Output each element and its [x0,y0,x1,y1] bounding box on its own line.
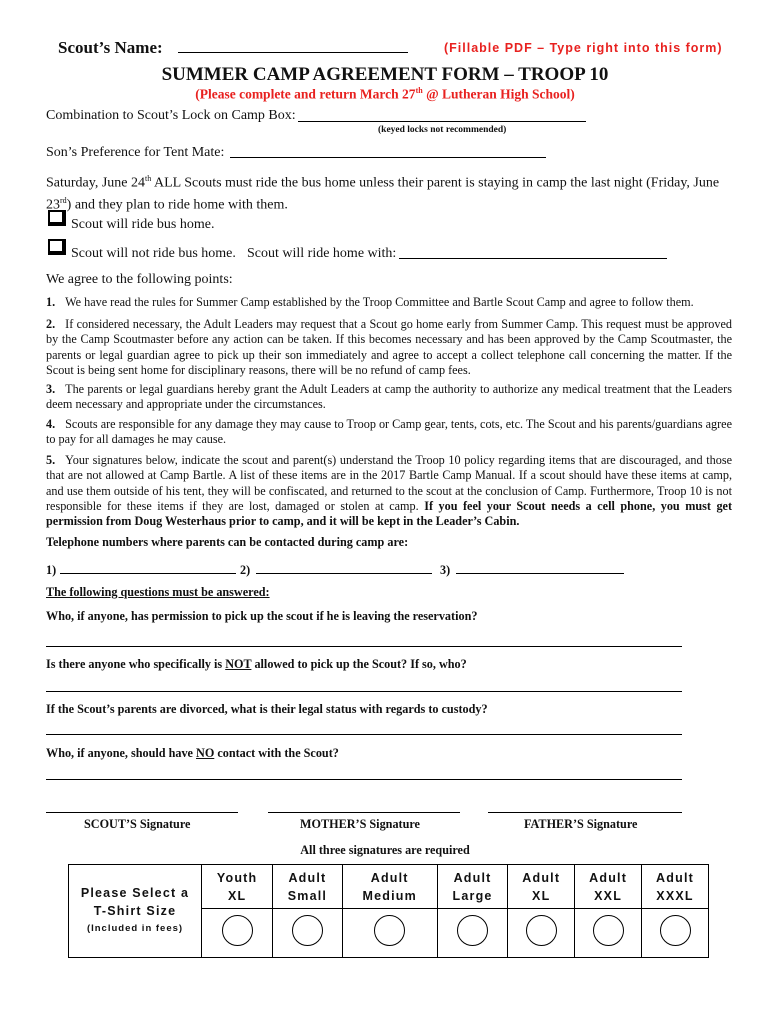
scout-signature-label: SCOUT’S Signature [84,817,191,831]
size-radio-adult-large[interactable] [457,915,488,946]
tent-mate-label: Son’s Preference for Tent Mate: [46,145,225,160]
answer-custody-field[interactable] [46,734,682,735]
tshirt-label-note: (Included in fees) [86,923,184,934]
ride-with-label: Scout will ride home with: [247,246,397,261]
size-cell-adult-xl [508,909,575,958]
ride-bus-label: Scout will ride bus home. [71,217,215,232]
bus-policy-text: Saturday, June 24th ALL Scouts must ride the bus home unless their parent is staying in camp the last night (Friday, June 23rd) and they plan to ride home with them. [46,174,720,213]
question-custody: If the Scout’s parents are divorced, what is their legal status with regards to custody? [46,702,488,716]
scout-name-field[interactable] [178,52,408,53]
tshirt-label-cell [69,865,202,958]
point-2: 2. If considered necessary, the Adult Leaders may request that a Scout go home early from Summer Camp. This request must be approved by the Camp Scoutmaster before any action can be taken. If this becomes necessary and has been approved by the Camp Scoutmaster, the parents or legal guardian agree to pick up their son immediately and agree to accept a collect telephone call concerning the matter. If the Scout is being sent home for disciplinary reasons, there will be no refund of camp fees. [46,317,732,377]
answer-not-allowed-field[interactable] [46,691,682,692]
signatures-note: All three signatures are required [300,843,470,857]
question-no-contact: Who, if anyone, should have NO contact with the Scout? [46,746,339,760]
father-signature-field[interactable] [488,812,682,813]
size-header-adult-small: Adult Small [273,865,342,909]
size-cell-adult-xxxl [642,909,709,958]
point-4: 4. Scouts are responsible for any damage they may cause to Troop or Camp gear, tents, cots, etc. The Scout and his parents/guardians agree to pay for all damages he may cause. [46,417,732,447]
point-5: 5. Your signatures below, indicate the scout and parent(s) understand the Troop 10 policy regarding items that are discouraged, and those that are not allowed at Camp Bartle. A list of these items are in the 2017 Bartle Camp Manual. If a scout should have these items at camp, and use them outside of his tent, they will be confiscated, and returned to the scout at the conclusion of Camp. Furthermore, Troop 10 is not responsible for these items if they are lost, damaged or stolen at camp. If you feel your Scout needs a cell phone, you must get permission from Doug Westerhaus prior to camp, and it will be kept in the Leader’s Cabin. [46,453,733,529]
size-header-adult-large: Adult Large [437,865,508,909]
tent-mate-field[interactable] [230,157,546,158]
agree-intro: We agree to the following points: [46,272,233,287]
phone-1-number: 1) [46,563,57,577]
ride-bus-checkbox[interactable] [48,210,66,226]
phone-2-field[interactable] [256,573,432,574]
combination-label: Combination to Scout’s Lock on Camp Box: [46,108,296,123]
size-radio-adult-medium[interactable] [374,915,405,946]
size-radio-adult-xl[interactable] [526,915,557,946]
size-header-adult-medium: Adult Medium [342,865,437,909]
fillable-note: (Fillable PDF – Type right into this form) [444,41,723,55]
size-cell-youth-xl [202,909,273,958]
tshirt-label-line1: Please Select a [80,886,190,900]
size-cell-adult-small [273,909,342,958]
size-header-adult-xl: Adult XL [508,865,575,909]
size-radio-adult-small[interactable] [292,915,323,946]
size-cell-adult-medium [342,909,437,958]
size-header-adult-xxxl: Adult XXXL [642,865,709,909]
size-cell-adult-xxl [575,909,642,958]
not-ride-bus-label: Scout will not ride bus home. [71,246,236,261]
question-pickup: Who, if anyone, has permission to pick up the scout if he is leaving the reservation? [46,609,478,623]
mother-signature-label: MOTHER’S Signature [300,817,420,831]
father-signature-label: FATHER’S Signature [524,817,638,831]
question-not-allowed: Is there anyone who specifically is NOT allowed to pick up the Scout? If so, who? [46,657,467,671]
form-subtitle: (Please complete and return March 27th @ Lutheran High School) [195,86,575,102]
form-title: SUMMER CAMP AGREEMENT FORM – TROOP 10 [161,64,609,85]
phone-3-number: 3) [440,563,451,577]
answer-pickup-field[interactable] [46,646,682,647]
point-1: 1. We have read the rules for Summer Camp established by the Troop Committee and Bartle Scout Camp and agree to follow them. [46,295,694,309]
phones-label: Telephone numbers where parents can be contacted during camp are: [46,535,409,549]
size-radio-adult-xxxl[interactable] [660,915,691,946]
size-radio-adult-xxl[interactable] [593,915,624,946]
combination-field[interactable] [298,121,586,122]
scout-signature-field[interactable] [46,812,238,813]
answer-no-contact-field[interactable] [46,779,682,780]
point-3: 3. The parents or legal guardians hereby grant the Adult Leaders at camp the authority to authorize any medical treatment that the Leaders deem necessary and appropriate under the circumstances. [46,382,732,412]
combination-note: (keyed locks not recommended) [378,125,507,135]
phone-1-field[interactable] [60,573,236,574]
phone-3-field[interactable] [456,573,624,574]
size-cell-adult-large [437,909,508,958]
ride-with-field[interactable] [399,258,667,259]
size-header-youth-xl: Youth XL [202,865,273,909]
tshirt-label-line2: T-Shirt Size [93,904,177,918]
size-header-adult-xxl: Adult XXL [575,865,642,909]
not-ride-bus-checkbox[interactable] [48,239,66,255]
questions-heading: The following questions must be answered: [46,585,270,599]
phone-2-number: 2) [240,563,251,577]
scout-name-label: Scout’s Name: [58,38,163,57]
size-radio-youth-xl[interactable] [222,915,253,946]
tshirt-size-table [68,864,709,958]
mother-signature-field[interactable] [268,812,460,813]
